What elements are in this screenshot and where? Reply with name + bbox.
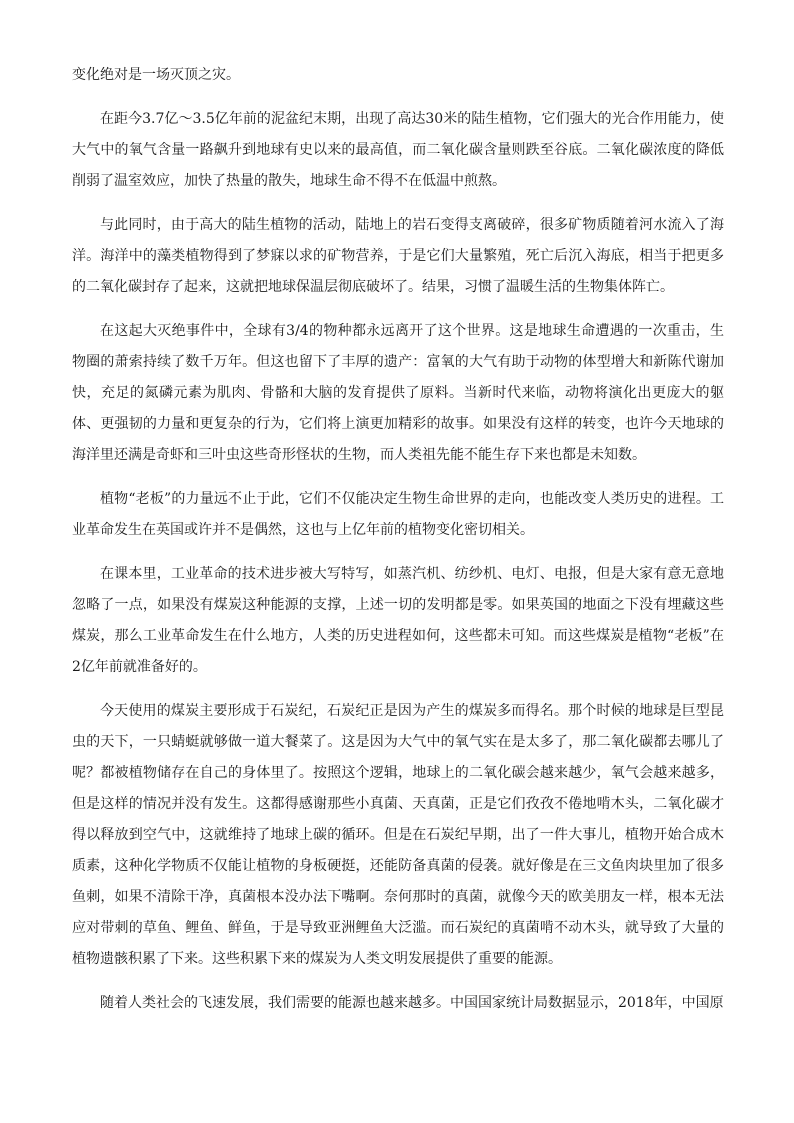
- paragraph-7: 今天使用的煤炭主要形成于石炭纪，石炭纪正是因为产生的煤炭多而得名。那个时候的地球是巨型昆虫的天下，一只蜻蜓就够做一道大餐菜了。这是因为大气中的氧气实在是太多了，那二氧化碳都去哪儿了呢？都被植物储存在自己的身体里了。按照这个逻辑，地球上的二氧化碳会越来越少，氧气会越来越多，但是这样的情况并没有发生。这都得感谢那些小真菌、天真菌，正是它们孜孜不倦地啃木头，二氧化碳才得以释放到空气中，这就维持了地球上碳的循环。但是在石炭纪早期，出了一件大事儿，植物开始合成木质素，这种化学物质不仅能让植物的身板硬挺，还能防备真菌的侵袭。就好像是在三文鱼肉块里加了很多鱼刺，如果不清除干净，真菌根本没办法下嘴啊。奈何那时的真菌，就像今天的欧美朋友一样，根本无法应对带刺的草鱼、鲤鱼、鲜鱼，于是导致亚洲鲤鱼大泛滥。而石炭纪的真菌啃不动木头，就导致了大量的植物遗骸积累了下来。这些积累下来的煤炭为人类文明发展提供了重要的能源。: [72, 703, 724, 967]
- paragraph-1: 变化绝对是一场灭顶之灾。: [72, 67, 240, 83]
- paragraph-4: 在这起大灭绝事件中，全球有3/4的物种都永远离开了这个世界。这是地球生命遭遇的一次重击，生物圈的萧索持续了数千万年。但这也留下了丰厚的遗产：富氧的大气有助于动物的体型增大和新陈代谢加快，充足的氮磷元素为肌肉、骨骼和大脑的发育提供了原料。当新时代来临，动物将演化出更庞大的躯体、更强韧的力量和更复杂的行为，它们将上演更加精彩的故事。如果没有这样的转变，也许今天地球的海洋里还满是奇虾和三叶虫这些奇形怪状的生物，而人类祖先能不能生存下来也都是未知数。: [72, 323, 724, 463]
- paragraph-5: 植物“老板”的力量远不止于此，它们不仅能决定生物生命世界的走向，也能改变人类历史的进程。工业革命发生在英国或许并不是偶然，这也与上亿年前的植物变化密切相关。: [72, 491, 724, 538]
- paragraph-8: 随着人类社会的飞速发展，我们需要的能源也越来越多。中国国家统计局数据显示，2018年，中国原: [100, 995, 724, 1011]
- paragraph-2: 在距今3.7亿～3.5亿年前的泥盆纪末期，出现了高达30米的陆生植物，它们强大的光合作用能力，使大气中的氧气含量一路飙升到地球有史以来的最高值，而二氧化碳含量则跌至谷底。二氧化碳浓度的降低削弱了温室效应，加快了热量的散失，地球生命不得不在低温中煎熬。: [72, 111, 724, 189]
- document-page: [72, 60, 724, 1032]
- paragraph-3: 与此同时，由于高大的陆生植物的活动，陆地上的岩石变得支离破碎，很多矿物质随着河水流入了海洋。海洋中的藻类植物得到了梦寐以求的矿物营养，于是它们大量繁殖，死亡后沉入海底，相当于把更多的二氧化碳封存了起来，这就把地球保温层彻底破坏了。结果，习惯了温暖生活的生物集体阵亡。: [72, 217, 724, 295]
- paragraph-6: 在课本里，工业革命的技术进步被大写特写，如蒸汽机、纺纱机、电灯、电报，但是大家有意无意地忽略了一点，如果没有煤炭这种能源的支撑，上述一切的发明都是零。如果英国的地面之下没有埋藏这些煤炭，那么工业革命发生在什么地方，人类的历史进程如何，这些都未可知。而这些煤炭是植物“老板”在2亿年前就准备好的。: [72, 566, 724, 675]
